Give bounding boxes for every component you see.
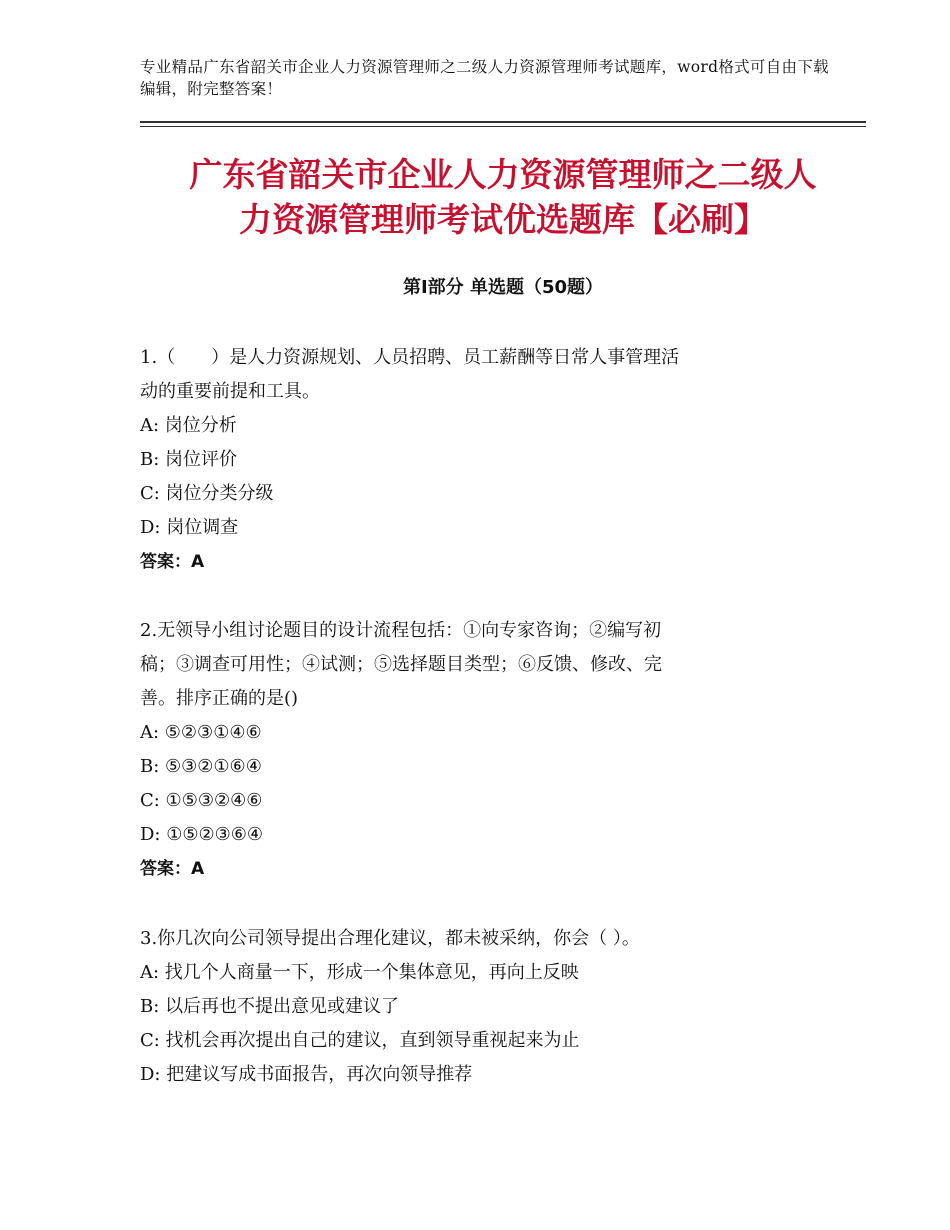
- option-a: A: ⑤②③①④⑥: [140, 722, 262, 743]
- question-stem: 动的重要前提和工具。: [140, 381, 320, 402]
- header-rule-thick: [140, 121, 866, 123]
- section-title: 第Ⅰ部分 单选题（50题）: [402, 277, 603, 298]
- question-2: [140, 614, 790, 886]
- option-c: C: 岗位分类分级: [140, 483, 274, 504]
- header-note: 专业精品广东省韶关市企业人力资源管理师之二级人力资源管理师考试题库，word格式可自由下载编辑，附完整答案！: [140, 58, 829, 98]
- option-a: A: 找几个人商量一下，形成一个集体意见，再向上反映: [140, 962, 579, 983]
- option-c: C: 找机会再次提出自己的建议，直到领导重视起来为止: [140, 1030, 580, 1051]
- option-c: C: ①⑤③②④⑥: [140, 790, 263, 811]
- question-stem: 3.你几次向公司领导提出合理化建议，都未被采纳，你会（ ）。: [140, 928, 640, 949]
- option-d: D: ①⑤②③⑥④: [140, 824, 264, 845]
- question-stem: 1.（ ）是人力资源规划、人员招聘、员工薪酬等日常人事管理活: [140, 347, 680, 368]
- question-stem: 稿；③调查可用性；④试测；⑤选择题目类型；⑥反馈、修改、完: [140, 654, 662, 675]
- option-b: B: 岗位评价: [140, 449, 238, 470]
- document-title: [140, 152, 866, 242]
- option-d: D: 把建议写成书面报告，再次向领导推荐: [140, 1064, 473, 1085]
- option-a: A: 岗位分析: [140, 415, 237, 436]
- answer: 答案：A: [140, 859, 205, 879]
- question-1: [140, 341, 790, 579]
- header-rule-thin: [140, 126, 866, 127]
- option-d: D: 岗位调查: [140, 517, 239, 538]
- title-line-2: 力资源管理师考试优选题库【必刷】: [239, 200, 767, 239]
- answer: 答案：A: [140, 552, 205, 572]
- option-b: B: ⑤③②①⑥④: [140, 756, 262, 777]
- question-3: [140, 922, 790, 1092]
- question-stem: 2.无领导小组讨论题目的设计流程包括：①向专家咨询；②编写初: [140, 620, 662, 641]
- title-line-1: 广东省韶关市企业人力资源管理师之二级人: [189, 155, 817, 194]
- option-b: B: 以后再也不提出意见或建议了: [140, 996, 400, 1017]
- question-stem: 善。排序正确的是(): [140, 688, 299, 709]
